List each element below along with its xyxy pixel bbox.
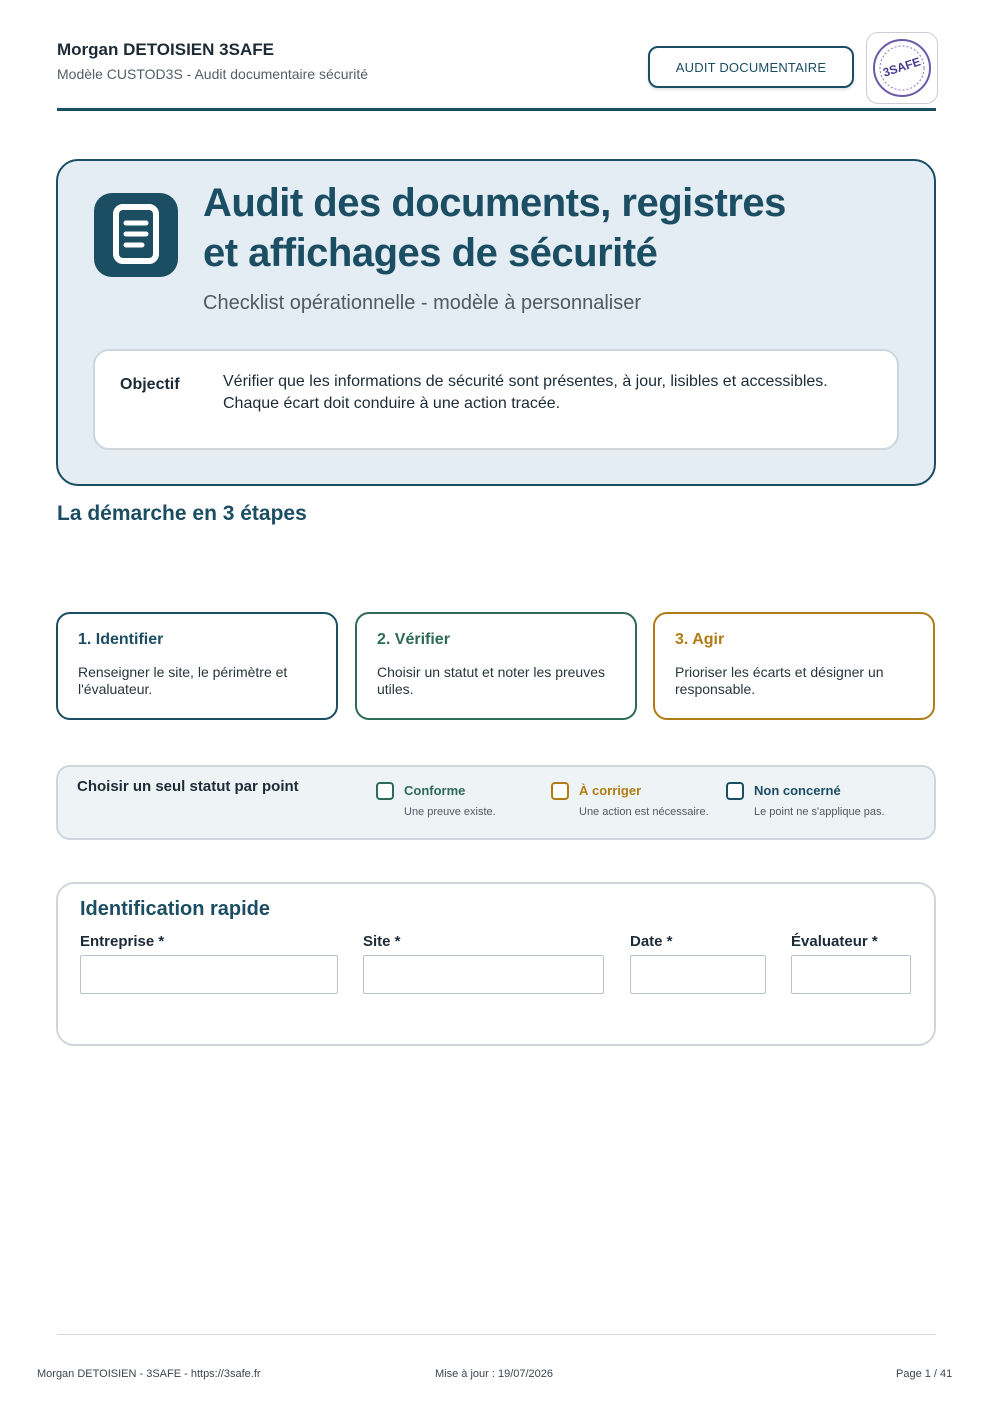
step-card-verify bbox=[355, 612, 637, 720]
step-text: Choisir un statut et noter les preuves utiles. bbox=[377, 664, 606, 697]
company-logo bbox=[866, 32, 938, 104]
step-card-act bbox=[653, 612, 935, 720]
status-label: Non concerné bbox=[754, 783, 841, 798]
footer-divider bbox=[57, 1334, 936, 1335]
site-label: Site * bbox=[363, 933, 401, 950]
footer-author-link[interactable]: Morgan DETOISIEN - 3SAFE - https://3safe.fr bbox=[37, 1368, 261, 1380]
step-title: 3. Agir bbox=[675, 631, 725, 648]
identification-title: Identification rapide bbox=[80, 898, 271, 920]
logo-text: 3SAFE bbox=[881, 54, 923, 80]
stamp-logo-icon bbox=[871, 37, 933, 99]
step-title: 1. Identifier bbox=[78, 631, 164, 648]
status-desc: Une action est nécessaire. bbox=[579, 806, 709, 818]
a-corriger-checkbox[interactable] bbox=[551, 782, 569, 800]
document-icon bbox=[94, 193, 178, 277]
status-label: Conforme bbox=[404, 783, 466, 798]
evaluateur-input[interactable] bbox=[791, 955, 911, 994]
conforme-checkbox[interactable] bbox=[376, 782, 394, 800]
step-text: Renseigner le site, le périmètre et l'évaluateur. bbox=[78, 664, 288, 697]
author-name: Morgan DETOISIEN 3SAFE bbox=[57, 40, 274, 59]
steps-section-title: La démarche en 3 étapes bbox=[57, 502, 307, 525]
header-divider bbox=[57, 108, 936, 111]
status-desc: Le point ne s'applique pas. bbox=[754, 806, 885, 818]
non-concerne-checkbox[interactable] bbox=[726, 782, 744, 800]
entreprise-label: Entreprise * bbox=[80, 933, 165, 950]
status-label: À corriger bbox=[579, 783, 642, 798]
step-title: 2. Vérifier bbox=[377, 631, 450, 648]
evaluateur-label: Évaluateur * bbox=[791, 933, 878, 950]
objective-label: Objectif bbox=[120, 376, 180, 393]
objective-line-1: Vérifier que les informations de sécurité sont présentes, à jour, lisibles et accessibles. bbox=[223, 373, 828, 390]
page-title-line-1: Audit des documents, registres bbox=[203, 181, 786, 225]
objective-text bbox=[223, 371, 828, 415]
step-card-identify bbox=[56, 612, 338, 720]
status-desc: Une preuve existe. bbox=[404, 806, 496, 818]
objective-line-2: Chaque écart doit conduire à une action tracée. bbox=[223, 395, 561, 412]
site-input[interactable] bbox=[363, 955, 604, 994]
document-model: Modèle CUSTOD3S - Audit documentaire sécurité bbox=[57, 66, 368, 82]
page-title-line-2: et affichages de sécurité bbox=[203, 231, 658, 275]
status-legend-title: Choisir un seul statut par point bbox=[77, 778, 299, 795]
date-input[interactable] bbox=[630, 955, 766, 994]
status-legend bbox=[56, 765, 936, 840]
page-subtitle: Checklist opérationnelle - modèle à personnaliser bbox=[203, 292, 642, 314]
document-type-badge: AUDIT DOCUMENTAIRE bbox=[648, 46, 854, 88]
entreprise-input[interactable] bbox=[80, 955, 338, 994]
date-label: Date * bbox=[630, 933, 673, 950]
footer-page-number: Page 1 / 41 bbox=[896, 1368, 953, 1380]
footer-update-date: Mise à jour : 19/07/2026 bbox=[435, 1368, 554, 1380]
step-text: Prioriser les écarts et désigner un responsable. bbox=[675, 664, 884, 697]
page-title bbox=[203, 178, 786, 278]
